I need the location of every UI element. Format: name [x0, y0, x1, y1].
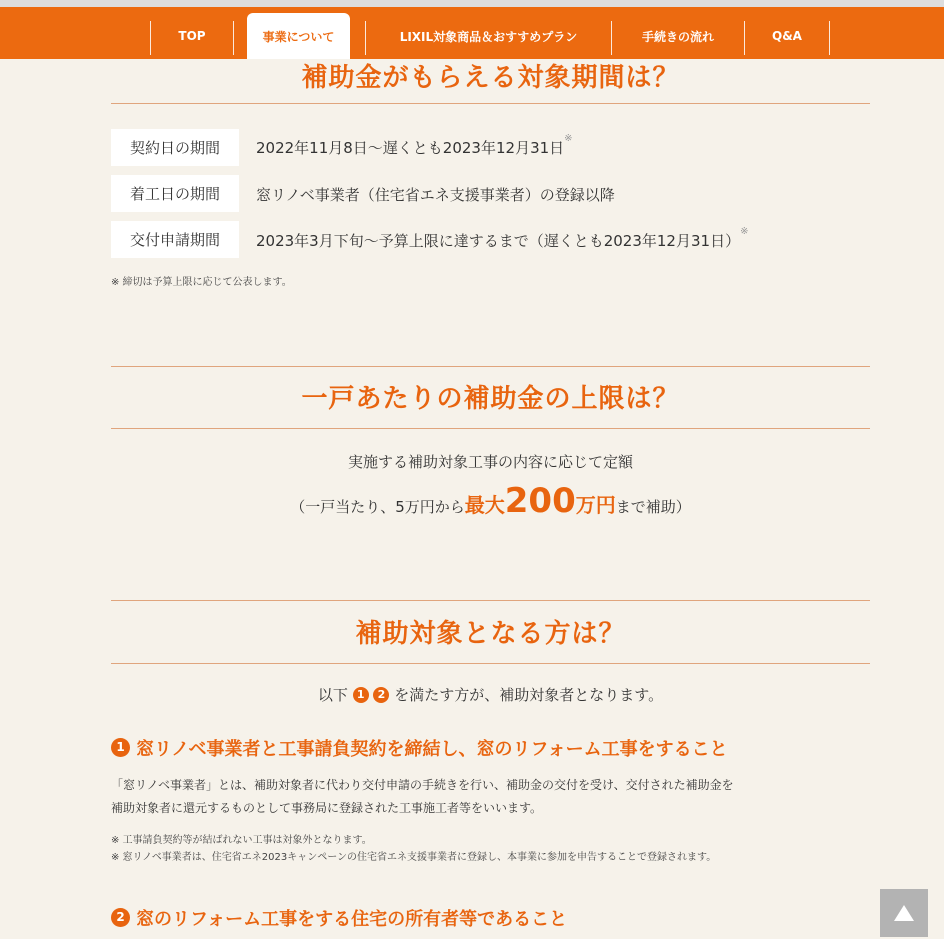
condition-1-heading: 1 窓リノベ事業者と工事請負契約を締結し、窓のリフォーム工事をすること	[111, 735, 728, 761]
condition-1-text: 補助対象者に還元するものとして事務局に登録された工事施工者等をいいます。	[111, 801, 543, 815]
condition-1-note: ※ 工事請負契約等が結ばれない工事は対象外となります。	[111, 835, 372, 846]
divider	[111, 600, 870, 601]
number-badge: 2	[111, 908, 130, 927]
divider	[111, 663, 870, 664]
nav-divider	[829, 21, 830, 55]
section-title-limit: 一戸あたりの補助金の上限は？	[301, 384, 680, 414]
limit-description: 実施する補助対象工事の内容に応じて定額	[347, 453, 633, 471]
nav-divider	[233, 21, 234, 55]
nav-item-products[interactable]: LIXIL対象商品＆おすすめプラン	[399, 29, 578, 44]
number-badge: 2	[373, 687, 389, 703]
condition-1-text: 「窓リノベ事業者」とは、補助対象者に代わり交付申請の手続きを行い、補助金の交付を受け、交付された補助金を	[111, 778, 734, 792]
limit-amount-line: （一戸当たり、5万円から 最大 200 万円 まで補助）	[290, 481, 691, 521]
period-label-application: 交付申請期間	[111, 221, 239, 258]
period-value-application: 2023年3月下旬～予算上限に達するまで（遅くとも2023年12月31日）※	[256, 226, 749, 250]
max-label: 最大	[464, 493, 505, 517]
deadline-note: ※ 締切は予算上限に応じて公表します。	[111, 277, 292, 288]
footnote-mark: ※	[564, 133, 573, 144]
divider	[111, 366, 870, 367]
amount-unit: 万円	[575, 493, 616, 517]
period-value-construction: 窓リノベ事業者（住宅省エネ支援事業者）の登録以降	[256, 186, 615, 204]
number-badge: 1	[111, 738, 130, 757]
condition-2-heading: 2 窓のリフォーム工事をする住宅の所有者等であること	[111, 905, 567, 931]
section-title-eligible: 補助対象となる方は？	[355, 619, 626, 649]
divider	[111, 428, 870, 429]
divider	[111, 103, 870, 104]
max-amount: 200	[504, 481, 576, 521]
number-badge: 1	[353, 687, 369, 703]
nav-item-top[interactable]: TOP	[178, 29, 206, 43]
nav-item-about[interactable]: 事業について	[247, 13, 350, 59]
condition-1-note: ※ 窓リノベ事業者は、住宅省エネ2023キャンペーンの住宅省エネ支援事業者に登録し、本事業に参加を申告することで登録されます。	[111, 852, 717, 863]
nav-item-qa[interactable]: Q&A	[772, 29, 802, 43]
triangle-up-icon	[893, 904, 915, 922]
nav-item-procedure[interactable]: 手続きの流れ	[641, 29, 714, 44]
footnote-mark: ※	[740, 226, 749, 237]
scroll-to-top-button[interactable]	[880, 889, 928, 937]
period-label-contract: 契約日の期間	[111, 129, 239, 166]
period-value-contract: 2022年11月8日～遅くとも2023年12月31日※	[256, 133, 573, 157]
browser-top-edge	[0, 0, 944, 7]
section-title-period: 補助金がもらえる対象期間は？	[301, 63, 680, 93]
eligibility-intro: 以下 1 2 を満たす方が、補助対象者となります。	[317, 686, 664, 704]
period-label-construction: 着工日の期間	[111, 175, 239, 212]
main-nav	[0, 7, 944, 59]
